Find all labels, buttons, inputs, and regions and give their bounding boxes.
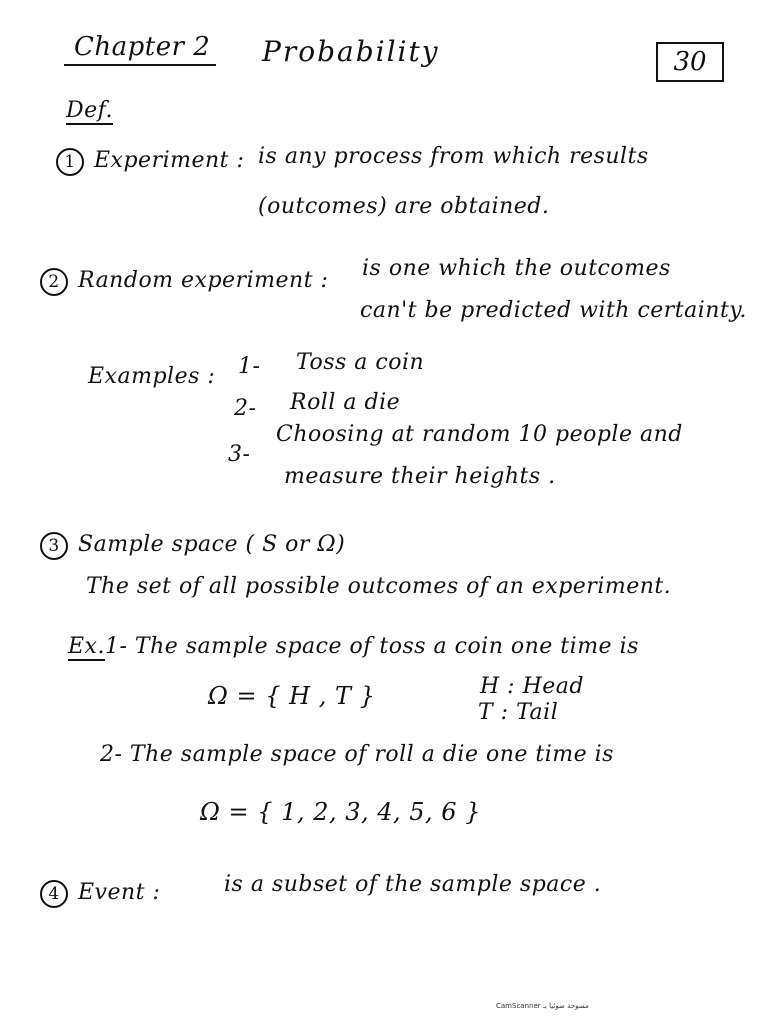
sample-example-1-legend-tail: T : Tail xyxy=(478,700,559,725)
definition-event-line1: is a subset of the sample space . xyxy=(224,872,602,897)
sample-example-2-intro: 2- The sample space of roll a die one time is xyxy=(100,742,614,767)
sample-example-1-intro: Ex.1- The sample space of toss a coin one time is xyxy=(68,634,639,659)
example-1-num: 1- xyxy=(238,354,261,379)
number-circle-4: 4 xyxy=(40,880,68,908)
sample-example-1-legend-head: H : Head xyxy=(480,674,584,699)
definition-experiment-term: 1 Experiment : xyxy=(56,148,244,176)
chapter-underline xyxy=(64,64,216,66)
definition-random-line1: is one which the outcomes xyxy=(362,256,671,281)
definition-random-term: 2 Random experiment : xyxy=(40,268,328,296)
definition-experiment-line1: is any process from which results xyxy=(258,144,649,169)
definitions-label: Def. xyxy=(66,98,114,123)
subject-heading: Probability xyxy=(262,35,440,68)
example-3-num: 3- xyxy=(228,442,251,467)
number-circle-1: 1 xyxy=(56,148,84,176)
example-2-num: 2- xyxy=(234,396,257,421)
sample-example-1-set: Ω = { H , T } xyxy=(208,682,376,710)
definition-sample-space-line1: The set of all possible outcomes of an experiment. xyxy=(86,574,672,599)
scanner-footer: CamScanner مسوحة ضوئيا بـ xyxy=(496,1002,589,1010)
chapter-heading: Chapter 2 xyxy=(74,32,211,62)
definition-event-term: 4 Event : xyxy=(40,880,160,908)
definition-experiment-line2: (outcomes) are obtained. xyxy=(258,194,550,219)
page-number-box: 30 xyxy=(656,42,724,82)
examples-label: Examples : xyxy=(88,364,216,389)
example-3-text: Choosing at random 10 people and xyxy=(276,422,683,447)
number-circle-3: 3 xyxy=(40,532,68,560)
example-1-text: Toss a coin xyxy=(296,350,425,375)
sample-example-2-set: Ω = { 1, 2, 3, 4, 5, 6 } xyxy=(200,798,481,826)
example-2-text: Roll a die xyxy=(290,390,401,415)
ex-label: Ex. xyxy=(68,634,105,659)
number-circle-2: 2 xyxy=(40,268,68,296)
definition-random-line2: can't be predicted with certainty. xyxy=(360,298,747,323)
example-3-continuation: measure their heights . xyxy=(284,464,556,489)
definition-sample-space-term: 3 Sample space ( S or Ω) xyxy=(40,532,345,560)
